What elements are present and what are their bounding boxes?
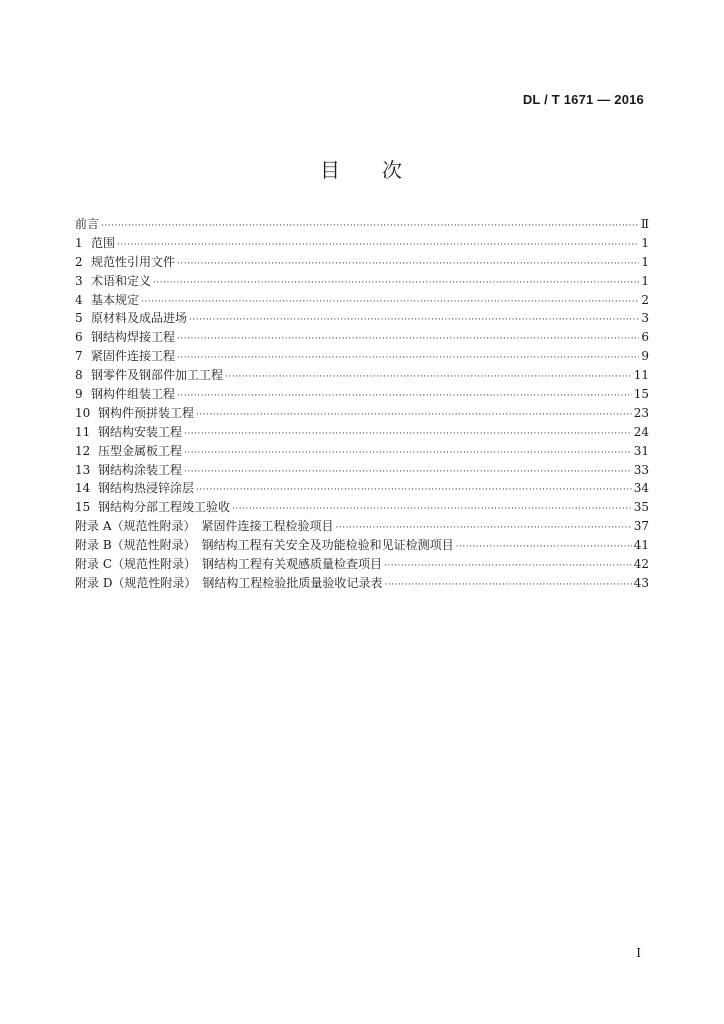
toc-entry-number: 3: [75, 273, 83, 288]
toc-entry-appendix[interactable]: [75, 536, 649, 555]
toc-entry-page: 33: [633, 462, 649, 477]
toc-entry-label: 前言: [75, 217, 100, 231]
toc-leader-dots: [196, 481, 632, 500]
toc-entry[interactable]: [75, 253, 649, 272]
toc-entry-label: 附录 B（规范性附录） 钢结构工程有关安全及功能检验和见证检测项目: [75, 538, 454, 553]
toc-entry-appendix[interactable]: [75, 555, 649, 574]
toc-entry-page: 3: [641, 311, 649, 326]
toc-entry-label: 附录 C（规范性附录） 钢结构工程有关观感质量检查项目: [75, 557, 382, 572]
toc-leader-dots: [117, 236, 639, 255]
toc-leader-dots: [177, 349, 639, 368]
toc-entry-label: 钢构件组装工程: [91, 387, 176, 402]
toc-entry-page: 1: [641, 273, 649, 288]
toc-entry-page: 35: [633, 500, 649, 515]
toc-leader-dots: [456, 538, 632, 557]
toc-entry[interactable]: [75, 498, 649, 517]
toc-leader-dots: [101, 217, 639, 236]
toc-entry-number: 14: [75, 481, 91, 496]
toc-entry-number: 11: [75, 424, 91, 439]
toc-entry[interactable]: [75, 385, 649, 404]
toc-entry[interactable]: [75, 215, 649, 234]
toc-leader-dots: [153, 274, 639, 293]
toc-entry-label: 钢结构焊接工程: [91, 330, 176, 345]
toc-entry[interactable]: [75, 366, 649, 385]
toc-entry-label: 钢构件预拼装工程: [98, 405, 195, 420]
toc-entry-page: 1: [641, 235, 649, 250]
toc-entry-label: 附录 D（规范性附录） 钢结构工程检验批质量验收记录表: [75, 575, 383, 590]
toc-entry-label: 规范性引用文件: [91, 254, 176, 269]
toc-entry[interactable]: [75, 328, 649, 347]
toc-entry-page: 2: [641, 292, 649, 307]
toc-entry-label: 附录 A（规范性附录） 紧固件连接工程检验项目: [75, 519, 334, 534]
toc-entry-label: 压型金属板工程: [98, 443, 183, 458]
toc-entry-label: 钢零件及钢部件加工工程: [91, 368, 224, 383]
toc-leader-dots: [225, 368, 632, 387]
toc-entry-label: 紧固件连接工程: [91, 349, 176, 364]
toc-entry-number: 9: [75, 387, 83, 402]
page-number: I: [636, 946, 641, 960]
toc-entry-page: 9: [641, 349, 649, 364]
toc-entry-number: 2: [75, 254, 83, 269]
toc-entry-number: 10: [75, 405, 91, 420]
toc-entry-page: 31: [633, 443, 649, 458]
toc-entry-label: 原材料及成品进场: [91, 311, 188, 326]
toc-entry-label: 术语和定义: [91, 273, 152, 288]
toc-leader-dots: [384, 557, 632, 576]
toc-entry-number: 1: [75, 235, 83, 250]
toc-entry[interactable]: [75, 461, 649, 480]
toc-entry-page: 23: [633, 405, 649, 420]
toc-entry[interactable]: [75, 309, 649, 328]
toc-leader-dots: [184, 425, 632, 444]
toc-entry-page: Ⅱ: [640, 217, 649, 231]
toc-entry-page: 42: [633, 557, 649, 572]
toc-entry-label: 钢结构分部工程竣工验收: [98, 500, 231, 515]
toc-entry-appendix[interactable]: [75, 517, 649, 536]
toc-entry[interactable]: [75, 347, 649, 366]
toc-entry-page: 15: [633, 387, 649, 402]
toc-leader-dots: [189, 311, 639, 330]
toc-entry[interactable]: [75, 234, 649, 253]
toc-entry-label: 钢结构热浸锌涂层: [98, 481, 195, 496]
toc-entry-page: 6: [641, 330, 649, 345]
toc-entry[interactable]: [75, 423, 649, 442]
toc-entry-number: 4: [75, 292, 83, 307]
toc-entry-number: 6: [75, 330, 83, 345]
toc-entry-label: 钢结构安装工程: [98, 424, 183, 439]
toc-entry-page: 24: [633, 424, 649, 439]
toc-leader-dots: [177, 330, 639, 349]
toc-leader-dots: [177, 255, 639, 274]
toc-entry-label: 范围: [91, 235, 116, 250]
toc-entry-number: 8: [75, 368, 83, 383]
toc-entry-page: 11: [633, 368, 649, 383]
toc-entry-page: 41: [633, 538, 649, 553]
toc-entry[interactable]: [75, 479, 649, 498]
toc-list: [75, 215, 649, 593]
toc-entry-number: 15: [75, 500, 91, 515]
toc-entry[interactable]: [75, 442, 649, 461]
toc-entry-number: 5: [75, 311, 83, 326]
toc-entry-number: 12: [75, 443, 91, 458]
toc-title: [0, 154, 724, 183]
toc-entry-page: 37: [633, 519, 649, 534]
document-code: DL / T 1671 — 2016: [522, 92, 644, 107]
toc-entry[interactable]: [75, 404, 649, 423]
toc-entry-appendix[interactable]: [75, 574, 649, 593]
toc-entry[interactable]: [75, 291, 649, 310]
toc-entry-page: 34: [633, 481, 649, 496]
toc-entry-number: 13: [75, 462, 91, 477]
toc-entry-label: 基本规定: [91, 292, 140, 307]
toc-leader-dots: [384, 576, 631, 595]
toc-entry[interactable]: [75, 272, 649, 291]
toc-leader-dots: [196, 406, 632, 425]
toc-entry-page: 43: [633, 575, 649, 590]
toc-entry-number: 7: [75, 349, 83, 364]
toc-leader-dots: [184, 444, 632, 463]
toc-leader-dots: [177, 387, 632, 406]
toc-entry-label: 钢结构涂装工程: [98, 462, 183, 477]
toc-entry-page: 1: [641, 254, 649, 269]
toc-leader-dots: [141, 293, 639, 312]
toc-title-part2: 次: [382, 158, 404, 182]
toc-leader-dots: [184, 463, 632, 482]
toc-title-part1: 目: [320, 158, 342, 182]
